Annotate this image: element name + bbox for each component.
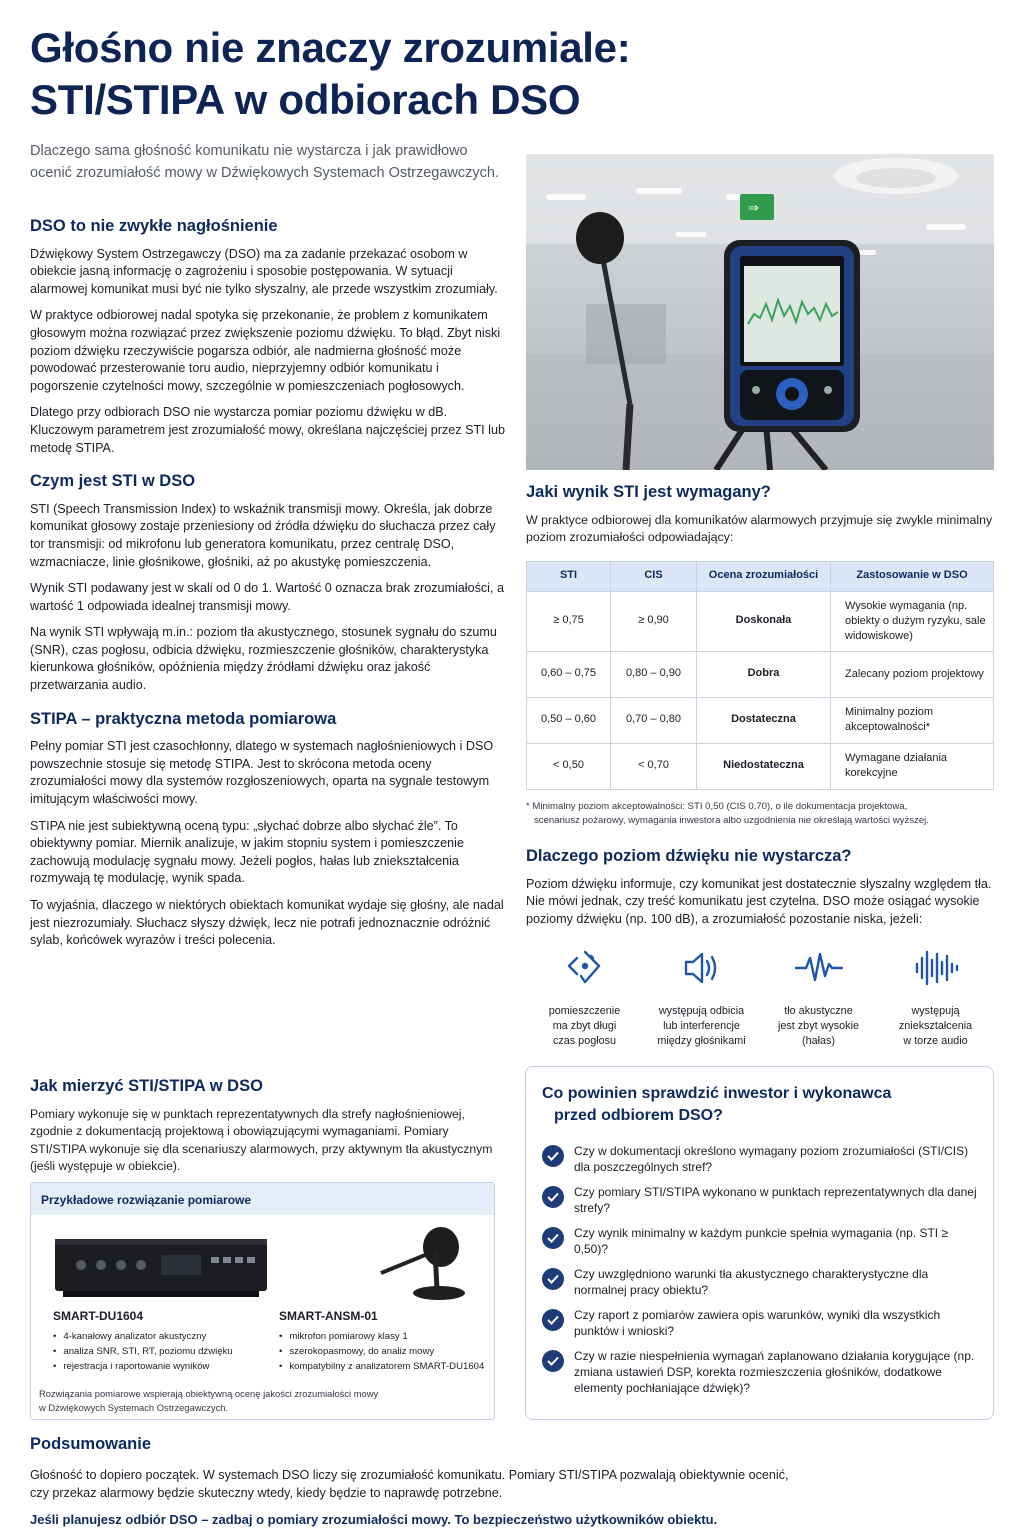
table-cell-sti: 0,50 – 0,60: [527, 697, 611, 743]
checklist: [542, 1143, 977, 1396]
section-heading-stipa: STIPA – praktyczna metoda pomiarowa: [30, 709, 337, 728]
stipa-paragraph-1: Pełny pomiar STI jest czasochłonny, dlatego w systemach nagłośnieniowych i DSO powszechnie stosuje się metodę STIPA. Jest to skrócona metoda oceny zrozumiałości mowy dla systemów rozgłoszeniowych, oparta na sygnale testowym imitującym właściwości mowy.: [30, 739, 494, 807]
table-cell-cis: < 0,70: [611, 743, 697, 789]
distortion-icon: [877, 946, 994, 990]
table-cell-rating: Doskonała: [697, 591, 831, 651]
table-cell-sti: 0,60 – 0,75: [527, 651, 611, 697]
check-icon: [542, 1145, 564, 1167]
table-cell-rating: Niedostateczna: [697, 743, 831, 789]
check-icon: [542, 1309, 564, 1331]
dso-paragraph-2: W praktyce odbiorowej nadal spotyka się przekonanie, że problem z komunikatem głosowym można rozwiązać przez zwiększenie poziomu dźwięku. To błąd. Zbyt niski poziom dźwięku rzeczywiście pogarsza odbiór, ale nadmierna głośność może powodować przesterowanie toru audio, nieprzyjemny odbiór komunikatu i pogorszenie czytelności mowy, szczególnie w pomieszczeniach pogłosowych.: [30, 308, 501, 393]
checklist-item-text: Czy pomiary STI/STIPA wykonano w punktach reprezentatywnych dla danej strefy?: [574, 1185, 977, 1215]
factor-label-line: ma zbyt długi: [552, 1020, 617, 1032]
checklist-item: [542, 1348, 977, 1396]
dso-paragraph-1: Dźwiękowy System Ostrzegawczy (DSO) ma za zadanie przekazać osobom w obiekcie jasną informację o zagrożeniu i sposobie postępowania. W sytuacji alarmowej komunikat musi być nie tylko słyszalny, ale przede wszystkim zrozumiały.: [30, 246, 498, 296]
title-line-2: STI/STIPA w odbiorach DSO: [30, 76, 581, 123]
table-cell-cis: 0,70 – 0,80: [611, 697, 697, 743]
table-cell-cis: 0,80 – 0,90: [611, 651, 697, 697]
section-heading-why: Dlaczego poziom dźwięku nie wystarcza?: [526, 847, 852, 865]
why-section: [526, 848, 994, 937]
checklist-item-text: Czy w dokumentacji określono wymagany poziom zrozumiałości (STI/CIS) dla poszczególnych stref?: [574, 1144, 969, 1174]
checklist-item-text: Czy uwzględniono warunki tła akustycznego charakterystyczne dla normalnej pracy obiektu?: [574, 1267, 929, 1297]
stipa-paragraph-3: To wyjaśnia, dlaczego w niektórych obiektach komunikat wydaje się głośny, ale nadal jest niezrozumiały. Słuchacz słyszy dźwięk, lecz nie potrafi jednoznacznie odróżnić sylab, końcówek wyrazów i treści polecenia.: [30, 898, 504, 948]
footnote-line-1: * Minimalny poziom akceptowalności: STI 0,50 (CIS 0,70), o ile dokumentacja projektowa,: [526, 800, 908, 812]
factor-reverb: [526, 946, 643, 1049]
table-header-sti: STI: [527, 561, 611, 591]
checklist-item: [542, 1184, 977, 1216]
hero-photo-sti-meter: [526, 154, 994, 470]
factor-label-line: lub interferencje: [663, 1020, 740, 1032]
factor-label-line: zniekształcenia: [898, 1020, 973, 1032]
table-footnote: [526, 800, 994, 828]
room-reverb-icon: [526, 946, 643, 990]
title-line-1: Głośno nie znaczy zrozumiale:: [30, 24, 631, 71]
page-title: [30, 22, 730, 126]
table-cell-application: Wymagane działania korekcyjne: [831, 743, 994, 789]
checklist-item-text: Czy raport z pomiarów zawiera opis warunków, wyniki dla wszystkich punktów i wnioski?: [574, 1308, 941, 1338]
box-note: [39, 1387, 378, 1415]
left-column: [30, 218, 506, 959]
factor-label-line: występują: [911, 1005, 960, 1017]
measurement-solution-box: [30, 1182, 495, 1420]
footnote-line-2: scenariusz pożarowy, wymagania inwestora albo uzgodnienia nie określają wartości wyższej.: [534, 814, 929, 826]
table-cell-sti: < 0,50: [527, 743, 611, 789]
checklist-heading-line-1: Co powinien sprawdzić inwestor i wykonawca: [542, 1085, 892, 1102]
sti-paragraph-1: STI (Speech Transmission Index) to wskaźnik transmisji mowy. Określa, jak dobrze komunikat głosowy zostaje przeniesiony od źródła dźwięku do słuchacza przez cały tor transmisji: od mikrofonu lub generatora komunikatu, przez centralę DSO, wzmacniacze, linie głośnikowe, głośniki, aż po akustykę pomieszczenia.: [30, 501, 496, 569]
box-note-line-1: Rozwiązania pomiarowe wspierają obiektywną ocenę jakości zrozumiałości mowy: [39, 1388, 379, 1399]
box-title: Przykładowe rozwiązanie pomiarowe: [31, 1183, 494, 1215]
summary-section: [30, 1436, 994, 1528]
checklist-item-text: Czy wynik minimalny w każdym punkcie spełnia wymagania (np. STI ≥ 0,50)?: [574, 1226, 949, 1256]
table-row: [527, 591, 994, 651]
table-header-rating: Ocena zrozumiałości: [697, 561, 831, 591]
summary-line-1: Głośność to dopiero początek. W systemach DSO liczy się zrozumiałość komunikatu. Pomiary STI/STIPA pozwalają obiektywnie ocenić,: [30, 1467, 789, 1482]
table-row: [527, 743, 994, 789]
factor-label-line: jest zbyt wysokie: [777, 1020, 859, 1032]
table-cell-rating: Dostateczna: [697, 697, 831, 743]
required-intro: W praktyce odbiorowej dla komunikatów alarmowych przyjmuje się zwykle minimalny poziom zrozumiałości odpowiadający:: [526, 512, 993, 545]
factor-label-line: występują odbicia: [658, 1005, 745, 1017]
table-header-cis: CIS: [611, 561, 697, 591]
table-row: [527, 697, 994, 743]
section-heading-summary: Podsumowanie: [30, 1435, 152, 1453]
product-bullet: • mikrofon pomiarowy klasy 1: [279, 1329, 494, 1344]
factor-distortion: [877, 946, 994, 1049]
box-note-line-2: w Dźwiękowych Systemach Ostrzegawczych.: [39, 1402, 229, 1413]
checklist-item: [542, 1307, 977, 1339]
product-bullet: • 4-kanałowy analizator akustyczny: [53, 1329, 273, 1344]
checklist-item-text: Czy w razie niespełnienia wymagań zaplanowano działania korygujące (np. zmiana ustawień DSP, korekta rozmieszczenia głośników, dodatkowe elementy pochłaniające dźwięk)?: [574, 1349, 975, 1395]
checklist-item: [542, 1143, 977, 1175]
product-bullet: • analiza SNR, STI, RT, poziomu dźwięku: [53, 1344, 273, 1359]
sti-requirements-table: [526, 561, 994, 790]
table-cell-rating: Dobra: [697, 651, 831, 697]
required-sti-section: [526, 484, 994, 828]
product-smart-du1604: [53, 1303, 273, 1374]
why-text: Poziom dźwięku informuje, czy komunikat jest dostatecznie słyszalny względem tła. Nie mówi jednak, czy treść komunikatu jest czytelna. DSO może osiągać wysokie poziomy dźwięku (np. 100 dB), a zrozumiałość pozostanie niska, jeżeli:: [526, 876, 992, 926]
table-cell-application: Zalecany poziom projektowy: [831, 651, 994, 697]
summary-line-2: czy przekaz alarmowy będzie skuteczny wtedy, kiedy będzie to naprawdę potrzebne.: [30, 1485, 503, 1500]
section-heading-dso: DSO to nie zwykłe nagłośnienie: [30, 217, 278, 235]
table-cell-cis: ≥ 0,90: [611, 591, 697, 651]
product-bullet: • szerokopasmowy, do analiz mowy: [279, 1344, 494, 1359]
dso-paragraph-3: Dlatego przy odbiorach DSO nie wystarcza pomiar poziomu dźwięku w dB. Kluczowym parametrem jest zrozumiałość mowy, określana najczęściej przez STI lub metodę STIPA.: [30, 405, 505, 455]
svg-text:⇒: ⇒: [748, 200, 759, 215]
check-icon: [542, 1350, 564, 1372]
factor-label-line: między głośnikami: [657, 1035, 746, 1047]
checklist-item: [542, 1266, 977, 1298]
subtitle-line-2: ocenić zrozumiałość mowy w Dźwiękowych Systemach Ostrzegawczych.: [30, 165, 499, 181]
noise-wave-icon: [760, 946, 877, 990]
table-header-application: Zastosowanie w DSO: [831, 561, 994, 591]
sti-paragraph-3: Na wynik STI wpływają m.in.: poziom tła akustycznego, stosunek sygnału do szumu (SNR), czas pogłosu, odbicia dźwięku, rozmieszczenie głośników, charakterystyka kierunkowa głośników, opóźnienia między źródłami dźwięku oraz jakość przetwarzania audio.: [30, 625, 497, 693]
section-heading-measure: Jak mierzyć STI/STIPA w DSO: [30, 1077, 263, 1095]
product-smart-ansm-01: [279, 1303, 494, 1374]
table-cell-application: Minimalny poziom akceptowalności*: [831, 697, 994, 743]
subtitle-line-1: Dlaczego sama głośność komunikatu nie wystarcza i jak prawidłowo: [30, 143, 468, 159]
product-name: SMART-DU1604: [53, 1309, 144, 1323]
analyzer-image: [51, 1233, 271, 1308]
check-icon: [542, 1227, 564, 1249]
sti-paragraph-2: Wynik STI podawany jest w skali od 0 do 1. Wartość 0 oznacza brak zrozumiałości, a wartość 1 odpowiada idealnej transmisji mowy.: [30, 581, 504, 613]
factor-noise: [760, 946, 877, 1049]
checklist-heading: [542, 1083, 977, 1127]
factor-label-line: w torze audio: [903, 1035, 968, 1047]
factor-label-line: (hałas): [801, 1035, 835, 1047]
section-heading-required: Jaki wynik STI jest wymagany?: [526, 483, 771, 501]
factor-reflections: [643, 946, 760, 1049]
product-bullet: • kompatybilny z analizatorem SMART-DU1604: [279, 1359, 494, 1374]
speaker-icon: [643, 946, 760, 990]
product-bullet: • rejestracja i raportowanie wyników: [53, 1359, 273, 1374]
table-cell-application: Wysokie wymagania (np. obiekty o dużym ryzyku, sale widowiskowe): [831, 591, 994, 651]
page-subtitle: [30, 140, 520, 184]
measure-section: [30, 1078, 506, 1185]
microphone-image: [351, 1223, 471, 1310]
check-icon: [542, 1268, 564, 1290]
measure-text: Pomiary wykonuje się w punktach reprezentatywnych dla strefy nagłośnieniowej, zgodnie z dokumentacją projektową i obowiązującymi wymaganiami. Pomiary STI/STIPA wykonuje się dla scenariuszy alarmowych, przy aktywnym tła akustycznym (jeśli występuje w obiekcie).: [30, 1106, 493, 1174]
product-name: SMART-ANSM-01: [279, 1309, 378, 1323]
table-cell-sti: ≥ 0,75: [527, 591, 611, 651]
factor-icons-row: [526, 946, 994, 1049]
factor-label-line: tło akustyczne: [784, 1005, 853, 1017]
checklist-item: [542, 1225, 977, 1257]
checklist-box: [525, 1066, 994, 1420]
table-header-row: [527, 561, 994, 591]
checklist-heading-line-2: przed odbiorem DSO?: [554, 1107, 723, 1124]
factor-label-line: czas pogłosu: [552, 1035, 617, 1047]
table-row: [527, 651, 994, 697]
factor-label-line: pomieszczenie: [548, 1005, 621, 1017]
summary-cta: Jeśli planujesz odbiór DSO – zadbaj o pomiary zrozumiałości mowy. To bezpieczeństwo użytkowników obiektu.: [30, 1511, 718, 1527]
check-icon: [542, 1186, 564, 1208]
section-heading-sti: Czym jest STI w DSO: [30, 472, 196, 491]
stipa-paragraph-2: STIPA nie jest subiektywną oceną typu: „słychać dobrze albo słychać źle”. To obiektywny pomiar. Miernik analizuje, w jakim stopniu system i pomieszczenie zachowują modulację sygnału mowy. Jeżeli pogłos, hałas lub zniekształcenia rozmywają tę modulację, wynik spada.: [30, 818, 464, 886]
